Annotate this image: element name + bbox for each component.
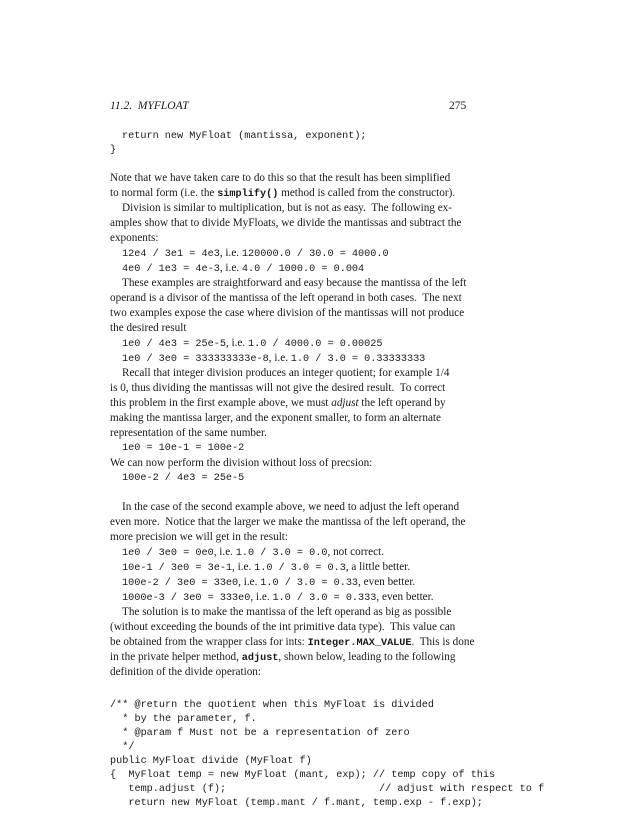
inline-code: Integer.MAX_VALUE bbox=[307, 638, 412, 649]
paragraph-line: making the mantissa larger, and the exponent smaller, to form an alternate bbox=[110, 412, 441, 424]
text: , even better. bbox=[358, 576, 416, 588]
paragraph-line: In the case of the second example above, we need to adjust the left operand bbox=[122, 501, 460, 513]
inline-code: adjust bbox=[241, 653, 279, 664]
text: this problem in the first example above, we must bbox=[110, 397, 332, 409]
paragraph-line: exponents: bbox=[110, 232, 159, 244]
paragraph-line: Division is similar to multiplication, but is not as easy. The following ex- bbox=[122, 202, 452, 214]
emphasis: adjust bbox=[331, 397, 359, 409]
text: the left operand by bbox=[358, 397, 446, 409]
example-line bbox=[122, 246, 389, 262]
paragraph-line: the desired result bbox=[110, 322, 187, 334]
example-line bbox=[122, 336, 383, 352]
inline-code: simplify() bbox=[217, 189, 279, 200]
text: , i.e. bbox=[268, 352, 291, 364]
inline-code: 12e4 / 3e1 = 4e3 bbox=[122, 249, 220, 260]
code-line: * by the parameter, f. bbox=[110, 714, 257, 725]
inline-code: 1.0 / 3.0 = 0.0 bbox=[235, 548, 328, 559]
code-line: public MyFloat divide (MyFloat f) bbox=[110, 756, 312, 767]
inline-code: 1.0 / 3.0 = 0.333 bbox=[272, 593, 377, 604]
inline-code: 10e-1 / 3e0 = 3e-1 bbox=[122, 563, 233, 574]
example-line bbox=[122, 545, 384, 561]
example-line bbox=[122, 575, 415, 591]
paragraph-line: operand is a divisor of the mantissa of the left operand in both cases. The next bbox=[110, 292, 462, 304]
text: to normal form (i.e. the bbox=[110, 187, 218, 199]
page-number: 275 bbox=[449, 100, 467, 112]
code-line: temp.adjust (f); // adjust with respect to f bbox=[110, 784, 545, 795]
paragraph-line: (without exceeding the bounds of the int primitive data type). This value can bbox=[110, 621, 456, 633]
text: , i.e. bbox=[238, 576, 261, 588]
code-line: return new MyFloat (temp.mant / f.mant, temp.exp - f.exp); bbox=[110, 798, 483, 809]
text: , i.e. bbox=[219, 262, 242, 274]
paragraph-line: representation of the same number. bbox=[110, 427, 267, 439]
text: , i.e. bbox=[219, 247, 242, 259]
text: , i.e. bbox=[232, 561, 255, 573]
text: , i.e. bbox=[250, 591, 273, 603]
code-line: * @param f Must not be a representation of zero bbox=[110, 728, 410, 739]
inline-code: 1000e-3 / 3e0 = 333e0 bbox=[122, 593, 251, 604]
inline-code: 1e0 / 3e0 = 333333333e-8 bbox=[122, 354, 269, 365]
paragraph-line: These examples are straightforward and easy because the mantissa of the left bbox=[122, 277, 467, 289]
text: , not correct. bbox=[327, 546, 385, 558]
inline-code: 1e0 / 4e3 = 25e-5 bbox=[122, 339, 226, 350]
paragraph-line: definition of the divide operation: bbox=[110, 666, 261, 678]
paragraph-line bbox=[110, 650, 455, 666]
text: , a little better. bbox=[345, 561, 411, 573]
example-code: 1e0 = 10e-1 = 100e-2 bbox=[122, 443, 245, 454]
text: in the private helper method, bbox=[110, 651, 242, 663]
code-closing-brace: } bbox=[110, 145, 117, 156]
inline-code: 4.0 / 1000.0 = 0.004 bbox=[241, 264, 365, 275]
paragraph-line: amples show that to divide MyFloats, we divide the mantissas and subtract the bbox=[110, 217, 462, 229]
paragraph-line: The solution is to make the mantissa of the left operand as big as possible bbox=[122, 606, 452, 618]
paragraph-line bbox=[110, 186, 455, 202]
paragraph-line: even more. Notice that the larger we make the mantissa of the left operand, the bbox=[110, 516, 466, 528]
paragraph-line bbox=[110, 635, 474, 651]
inline-code: 4e0 / 1e3 = 4e-3 bbox=[122, 264, 220, 275]
running-header: 11.2. MYFLOAT bbox=[110, 100, 189, 112]
paragraph-line bbox=[110, 396, 446, 411]
text: , i.e. bbox=[213, 546, 236, 558]
inline-code: 1e0 / 3e0 = 0e0 bbox=[122, 548, 214, 559]
inline-code: 100e-2 / 3e0 = 33e0 bbox=[122, 578, 239, 589]
code-line: /** @return the quotient when this MyFloat is divided bbox=[110, 700, 435, 711]
example-line bbox=[122, 590, 434, 606]
paragraph-line: Recall that integer division produces an integer quotient; for example 1/4 bbox=[122, 367, 450, 379]
example-line bbox=[122, 261, 364, 277]
text: , shown below, leading to the following bbox=[278, 651, 456, 663]
inline-code: 1.0 / 3.0 = 0.3 bbox=[254, 563, 346, 574]
text: , even better. bbox=[376, 591, 434, 603]
paragraph-line: Note that we have taken care to do this so that the result has been simplified bbox=[110, 172, 451, 184]
paragraph-line: We can now perform the division without loss of precsion: bbox=[110, 457, 373, 469]
inline-code: 1.0 / 4000.0 = 0.00025 bbox=[248, 339, 383, 350]
example-line bbox=[122, 351, 425, 367]
inline-code: 1.0 / 3.0 = 0.33333333 bbox=[290, 354, 426, 365]
code-return-line: return new MyFloat (mantissa, exponent); bbox=[122, 131, 367, 142]
paragraph-line: is 0, thus dividing the mantissas will not give the desired result. To correct bbox=[110, 382, 446, 394]
example-line bbox=[122, 560, 410, 576]
paragraph-line: more precision we will get in the result: bbox=[110, 531, 289, 543]
text: , i.e. bbox=[225, 337, 248, 349]
text: be obtained from the wrapper class for ints: bbox=[110, 636, 308, 648]
code-line: */ bbox=[110, 742, 135, 753]
inline-code: 1.0 / 3.0 = 0.33 bbox=[260, 578, 359, 589]
paragraph-line: two examples expose the case where division of the mantissas will not produce bbox=[110, 307, 465, 319]
example-code: 100e-2 / 4e3 = 25e-5 bbox=[122, 473, 245, 484]
text: method is called from the constructor). bbox=[278, 187, 456, 199]
code-line: { MyFloat temp = new MyFloat (mant, exp); // temp copy of this bbox=[110, 770, 496, 781]
text: . This is done bbox=[411, 636, 475, 648]
inline-code: 120000.0 / 30.0 = 4000.0 bbox=[241, 249, 389, 260]
